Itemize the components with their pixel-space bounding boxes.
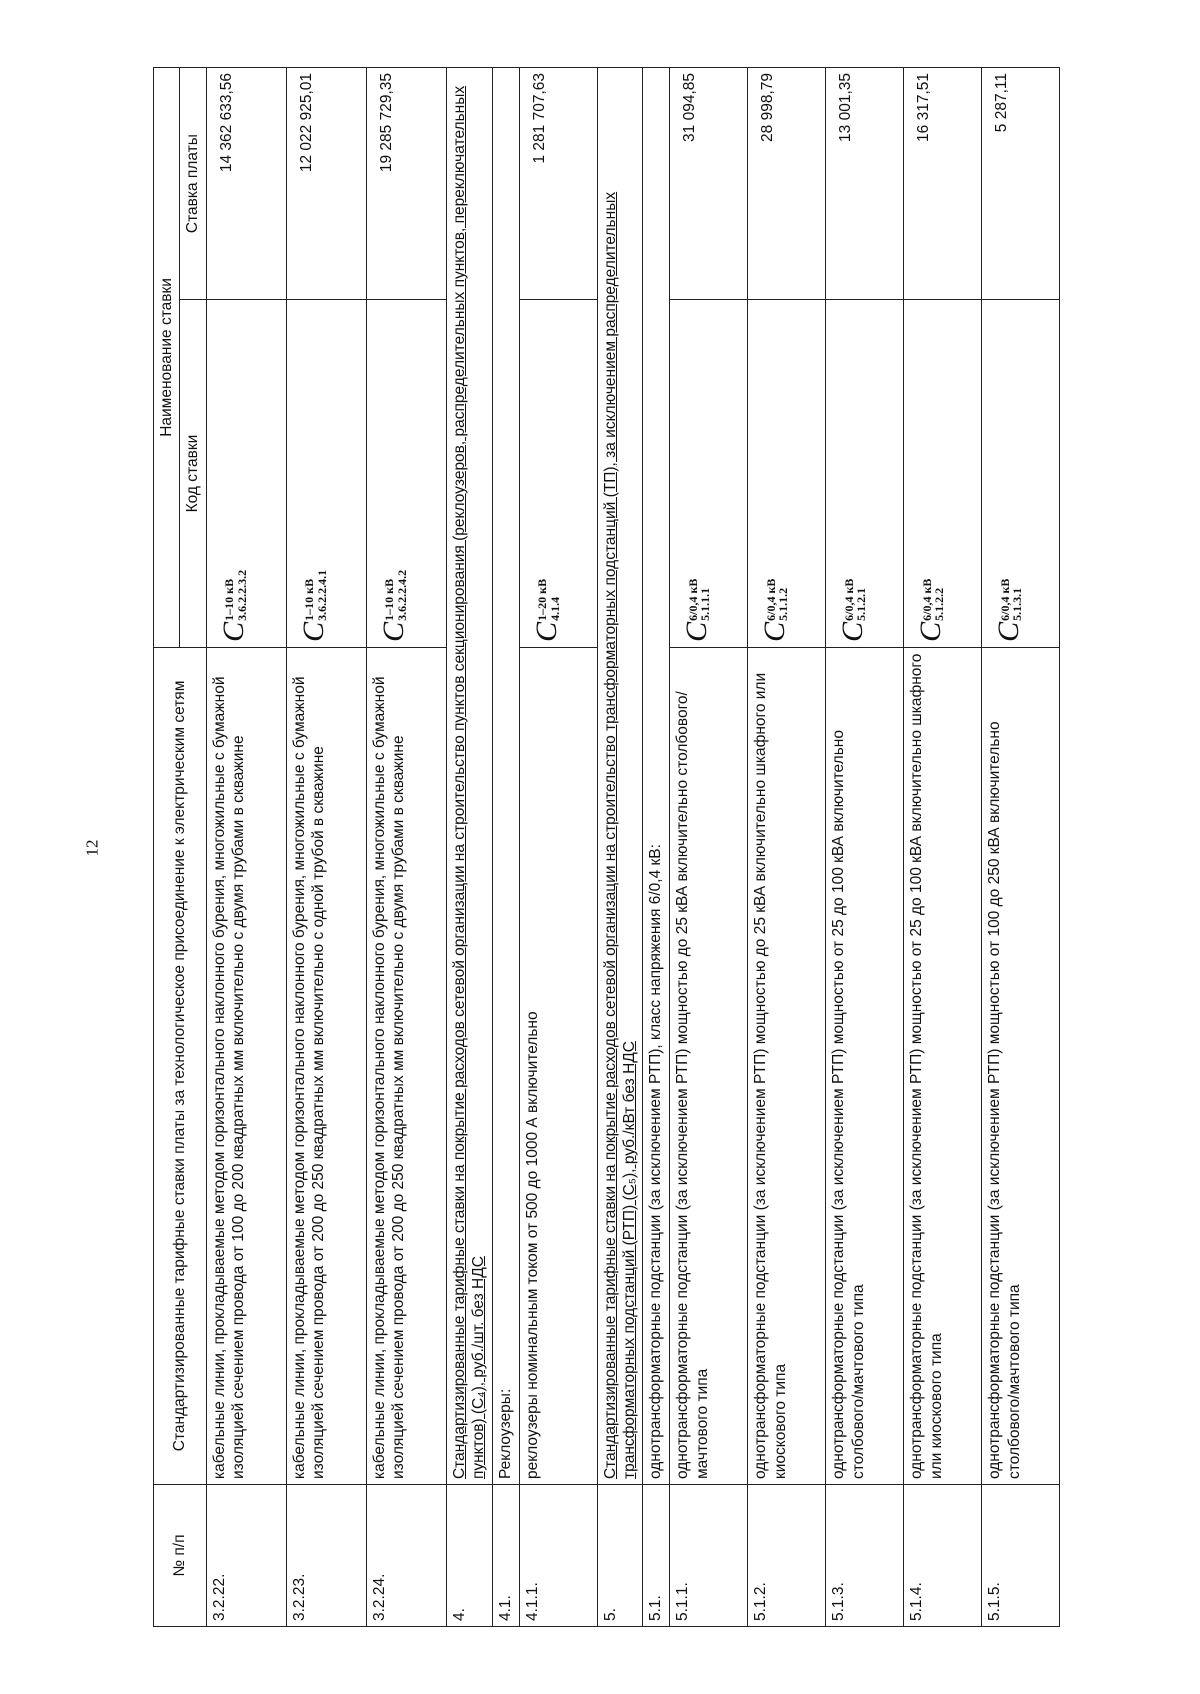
- table-row: [982, 68, 1060, 1627]
- header-code: Код ставки: [180, 300, 206, 648]
- row-name: кабельные линии, прокладываемые методом горизонтального наклонного бурения, многожильные с бумажной изоляцией сечением провода от 200 до 250 квадратных мм включительно с одной трубой в скважине: [286, 647, 366, 1484]
- rate-code: C 6/0,4 кВ 5.1.1.2: [748, 300, 826, 648]
- rate-code: C 1–10 кВ 3.6.2.2.3.2: [206, 300, 286, 648]
- page-number: 12: [82, 839, 102, 857]
- code-sub: 5.1.1.2: [776, 587, 791, 621]
- header-number: № п/п: [154, 1485, 207, 1627]
- code-sub: 3.6.2.2.4.1: [314, 569, 329, 621]
- rate-value: 16 317,51: [904, 68, 982, 300]
- code-sub: 3.6.2.2.4.2: [394, 569, 409, 621]
- subsection-row: [492, 68, 519, 1627]
- subsection-number: 5.1.: [643, 1485, 670, 1627]
- row-number: 5.1.2.: [748, 1485, 826, 1627]
- section-heading-row: [597, 68, 643, 1627]
- header-rate-group: Наименование ставки: [154, 68, 180, 648]
- section-title: Стандартизированные тарифные ставки на покрытие расходов сетевой организации на строительство пунктов секционирования (реклоузеров, распределительных пунктов, переключательных пунктов) (С₄), руб./шт. без НДС: [446, 68, 492, 1485]
- rate-code: C 6/0,4 кВ 5.1.1.1: [670, 300, 748, 648]
- table-row: [748, 68, 826, 1627]
- rate-code: C 1–20 кВ 4.1.4: [519, 300, 597, 648]
- rate-value: 5 287,11: [982, 68, 1060, 300]
- code-sub: 5.1.2.1: [854, 587, 869, 621]
- code-sup: 1–10 кВ: [222, 578, 237, 621]
- code-sub: 4.1.4: [547, 596, 562, 621]
- table-row: [206, 68, 286, 1627]
- row-name: однотрансформаторные подстанции (за исключением РТП) мощностью до 25 кВА включительно шкафного или киоскового типа: [748, 647, 826, 1484]
- row-number: 5.1.1.: [670, 1485, 748, 1627]
- code-sub: 3.6.2.2.3.2: [234, 569, 249, 621]
- code-sup: 6/0,4 кВ: [841, 578, 856, 621]
- rate-code: C 6/0,4 кВ 5.1.2.1: [826, 300, 904, 648]
- rate-value: 28 998,79: [748, 68, 826, 300]
- rate-code: C 1–10 кВ 3.6.2.2.4.2: [366, 300, 446, 648]
- table-row: [366, 68, 446, 1627]
- tariff-table-page: [153, 67, 1053, 1627]
- subsection-title: однотрансформаторные подстанции (за исключением РТП), класс напряжения 6/0,4 кВ:: [643, 68, 670, 1485]
- row-name: однотрансформаторные подстанции (за исключением РТП) мощностью от 100 до 250 кВА включительно столбового/мачтового типа: [982, 647, 1060, 1484]
- row-name: кабельные линии, прокладываемые методом горизонтального наклонного бурения, многожильные с бумажной изоляцией сечением провода от 200 до 250 квадратных мм включительно с двумя трубами в скважине: [366, 647, 446, 1484]
- code-sup: 1–10 кВ: [382, 578, 397, 621]
- rate-value: 31 094,85: [670, 68, 748, 300]
- header-rate: Ставка платы: [180, 68, 206, 300]
- rate-value: 13 001,35: [826, 68, 904, 300]
- table-header-row: [154, 68, 180, 1627]
- rate-value: 1 281 707,63: [519, 68, 597, 300]
- row-number: 3.2.22.: [206, 1485, 286, 1627]
- section-title: Стандартизированные тарифные ставки на покрытие расходов сетевой организации на строительство трансформаторных подстанций (ТП), за исключением распределительных трансформаторных подстанций (РТП) (С₅), руб./кВт без НДС: [597, 68, 643, 1485]
- code-sup: 6/0,4 кВ: [919, 578, 934, 621]
- rate-value: 12 022 925,01: [286, 68, 366, 300]
- row-name: однотрансформаторные подстанции (за исключением РТП) мощностью до 25 кВА включительно столбового/мачтового типа: [670, 647, 748, 1484]
- tariff-table: [153, 67, 1060, 1627]
- section-number: 4.: [446, 1485, 492, 1627]
- rate-value: 14 362 633,56: [206, 68, 286, 300]
- rate-value: 19 285 729,35: [366, 68, 446, 300]
- row-name: реклоузеры номинальным током от 500 до 1000 А включительно: [519, 647, 597, 1484]
- rate-code: C 6/0,4 кВ 5.1.2.2: [904, 300, 982, 648]
- code-sup: 1–20 кВ: [535, 578, 550, 621]
- code-sub: 5.1.1.1: [698, 587, 713, 621]
- section-number: 5.: [597, 1485, 643, 1627]
- row-name: однотрансформаторные подстанции (за исключением РТП) мощностью от 25 до 100 кВА включительно шкафного или киоскового типа: [904, 647, 982, 1484]
- code-sup: 6/0,4 кВ: [997, 578, 1012, 621]
- rate-code: C 6/0,4 кВ 5.1.3.1: [982, 300, 1060, 648]
- rate-code: C 1–10 кВ 3.6.2.2.4.1: [286, 300, 366, 648]
- table-row: [826, 68, 904, 1627]
- row-number: 5.1.3.: [826, 1485, 904, 1627]
- row-number: 3.2.23.: [286, 1485, 366, 1627]
- row-number: 3.2.24.: [366, 1485, 446, 1627]
- header-name: Стандартизированные тарифные ставки платы за технологическое присоединение к электрическим сетям: [154, 647, 207, 1484]
- code-sub: 5.1.2.2: [932, 587, 947, 621]
- section-heading-row: [446, 68, 492, 1627]
- row-number: 4.1.1.: [519, 1485, 597, 1627]
- code-sub: 5.1.3.1: [1010, 587, 1025, 621]
- table-row: [904, 68, 982, 1627]
- code-sup: 6/0,4 кВ: [685, 578, 700, 621]
- subsection-number: 4.1.: [492, 1485, 519, 1627]
- row-name: однотрансформаторные подстанции (за исключением РТП) мощностью от 25 до 100 кВА включительно столбового/мачтового типа: [826, 647, 904, 1484]
- subsection-title: Реклоузеры:: [492, 68, 519, 1485]
- row-number: 5.1.5.: [982, 1485, 1060, 1627]
- table-row: [670, 68, 748, 1627]
- table-row: [519, 68, 597, 1627]
- row-number: 5.1.4.: [904, 1485, 982, 1627]
- table-row: [286, 68, 366, 1627]
- row-name: кабельные линии, прокладываемые методом горизонтального наклонного бурения, многожильные с бумажной изоляцией сечением провода от 100 до 200 квадратных мм включительно с двумя трубами в скважине: [206, 647, 286, 1484]
- code-sup: 1–10 кВ: [302, 578, 317, 621]
- subsection-row: [643, 68, 670, 1627]
- code-sup: 6/0,4 кВ: [763, 578, 778, 621]
